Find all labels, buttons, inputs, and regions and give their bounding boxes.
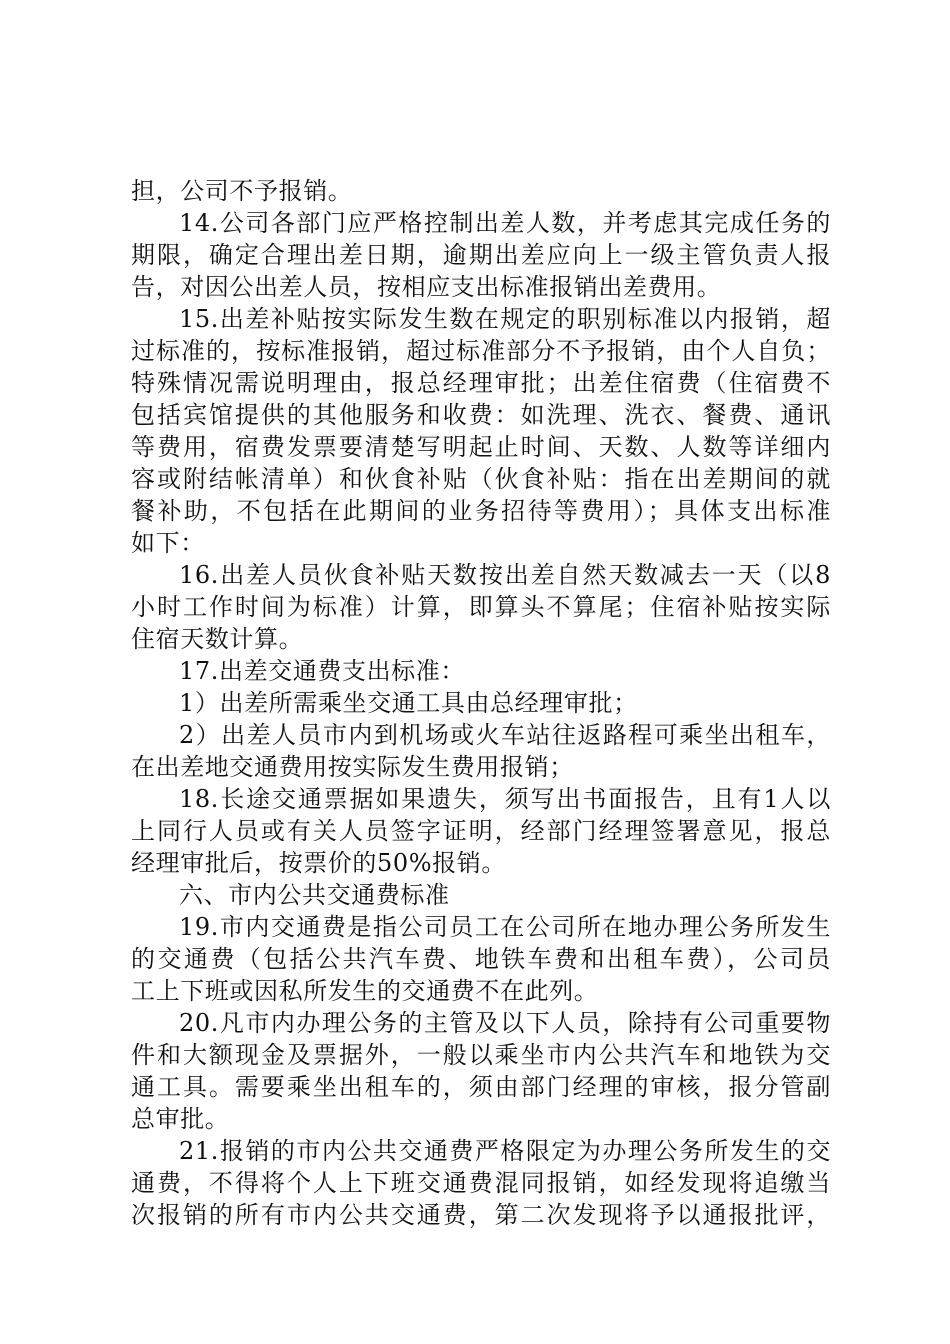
text-line: 六、市内公共交通费标准 [179, 881, 450, 909]
text-line: 在出差地交通费用按实际发生费用报销； [131, 753, 574, 781]
text-line: 通工具。需要乘坐出租车的，须由部门经理的审核，报分管副 [131, 1073, 831, 1101]
text-line: 容或附结帐清单）和伙食补贴（伙食补贴：指在出差期间的就 [131, 465, 831, 493]
text-line: 总审批。 [131, 1105, 230, 1133]
document-body [131, 175, 831, 1231]
text-line: 15.出差补贴按实际发生数在规定的职别标准以内报销，超 [179, 305, 831, 333]
text-line: 19.市内交通费是指公司员工在公司所在地办理公务所发生 [179, 913, 831, 941]
text-line: 2）出差人员市内到机场或火车站往返路程可乘坐出租车， [179, 721, 831, 749]
text-line: 工上下班或因私所发生的交通费不在此列。 [131, 977, 599, 1005]
text-line: 如下： [131, 529, 205, 557]
text-line: 的交通费（包括公共汽车费、地铁车费和出租车费），公司员 [131, 945, 831, 973]
text-line: 16.出差人员伙食补贴天数按出差自然天数减去一天（以8 [179, 561, 831, 589]
text-line: 上同行人员或有关人员签字证明，经部门经理签署意见，报总 [131, 817, 831, 845]
text-line: 件和大额现金及票据外，一般以乘坐市内公共汽车和地铁为交 [131, 1041, 831, 1069]
text-line: 小时工作时间为标准）计算，即算头不算尾；住宿补贴按实际 [131, 593, 831, 621]
text-line: 特殊情况需说明理由，报总经理审批；出差住宿费（住宿费不 [131, 369, 831, 397]
text-line: 20.凡市内办理公务的主管及以下人员，除持有公司重要物 [179, 1009, 831, 1037]
text-line: 通费，不得将个人上下班交通费混同报销，如经发现将追缴当 [131, 1169, 831, 1197]
text-line: 包括宾馆提供的其他服务和收费：如洗理、洗衣、餐费、通讯 [131, 401, 831, 429]
text-line: 1）出差所需乘坐交通工具由总经理审批； [179, 689, 638, 717]
text-line: 21.报销的市内公共交通费严格限定为办理公务所发生的交 [179, 1137, 831, 1165]
text-line: 次报销的所有市内公共交通费，第二次发现将予以通报批评， [131, 1201, 831, 1229]
text-line: 等费用，宿费发票要清楚写明起止时间、天数、人数等详细内 [131, 433, 831, 461]
text-line: 期限，确定合理出差日期，逾期出差应向上一级主管负责人报 [131, 241, 831, 269]
text-line: 18.长途交通票据如果遗失，须写出书面报告，且有1人以 [179, 785, 831, 813]
text-line: 经理审批后，按票价的50%报销。 [131, 849, 506, 877]
text-line: 过标准的，按标准报销，超过标准部分不予报销，由个人自负； [131, 337, 831, 365]
text-line: 担，公司不予报销。 [131, 177, 353, 205]
text-line: 17.出差交通费支出标准： [179, 657, 465, 685]
text-line: 住宿天数计算。 [131, 625, 304, 653]
text-line: 餐补助，不包括在此期间的业务招待等费用）；具体支出标准 [131, 497, 831, 525]
text-line: 告，对因公出差人员，按相应支出标准报销出差费用。 [131, 273, 722, 301]
text-line: 14.公司各部门应严格控制出差人数，并考虑其完成任务的 [179, 209, 831, 237]
